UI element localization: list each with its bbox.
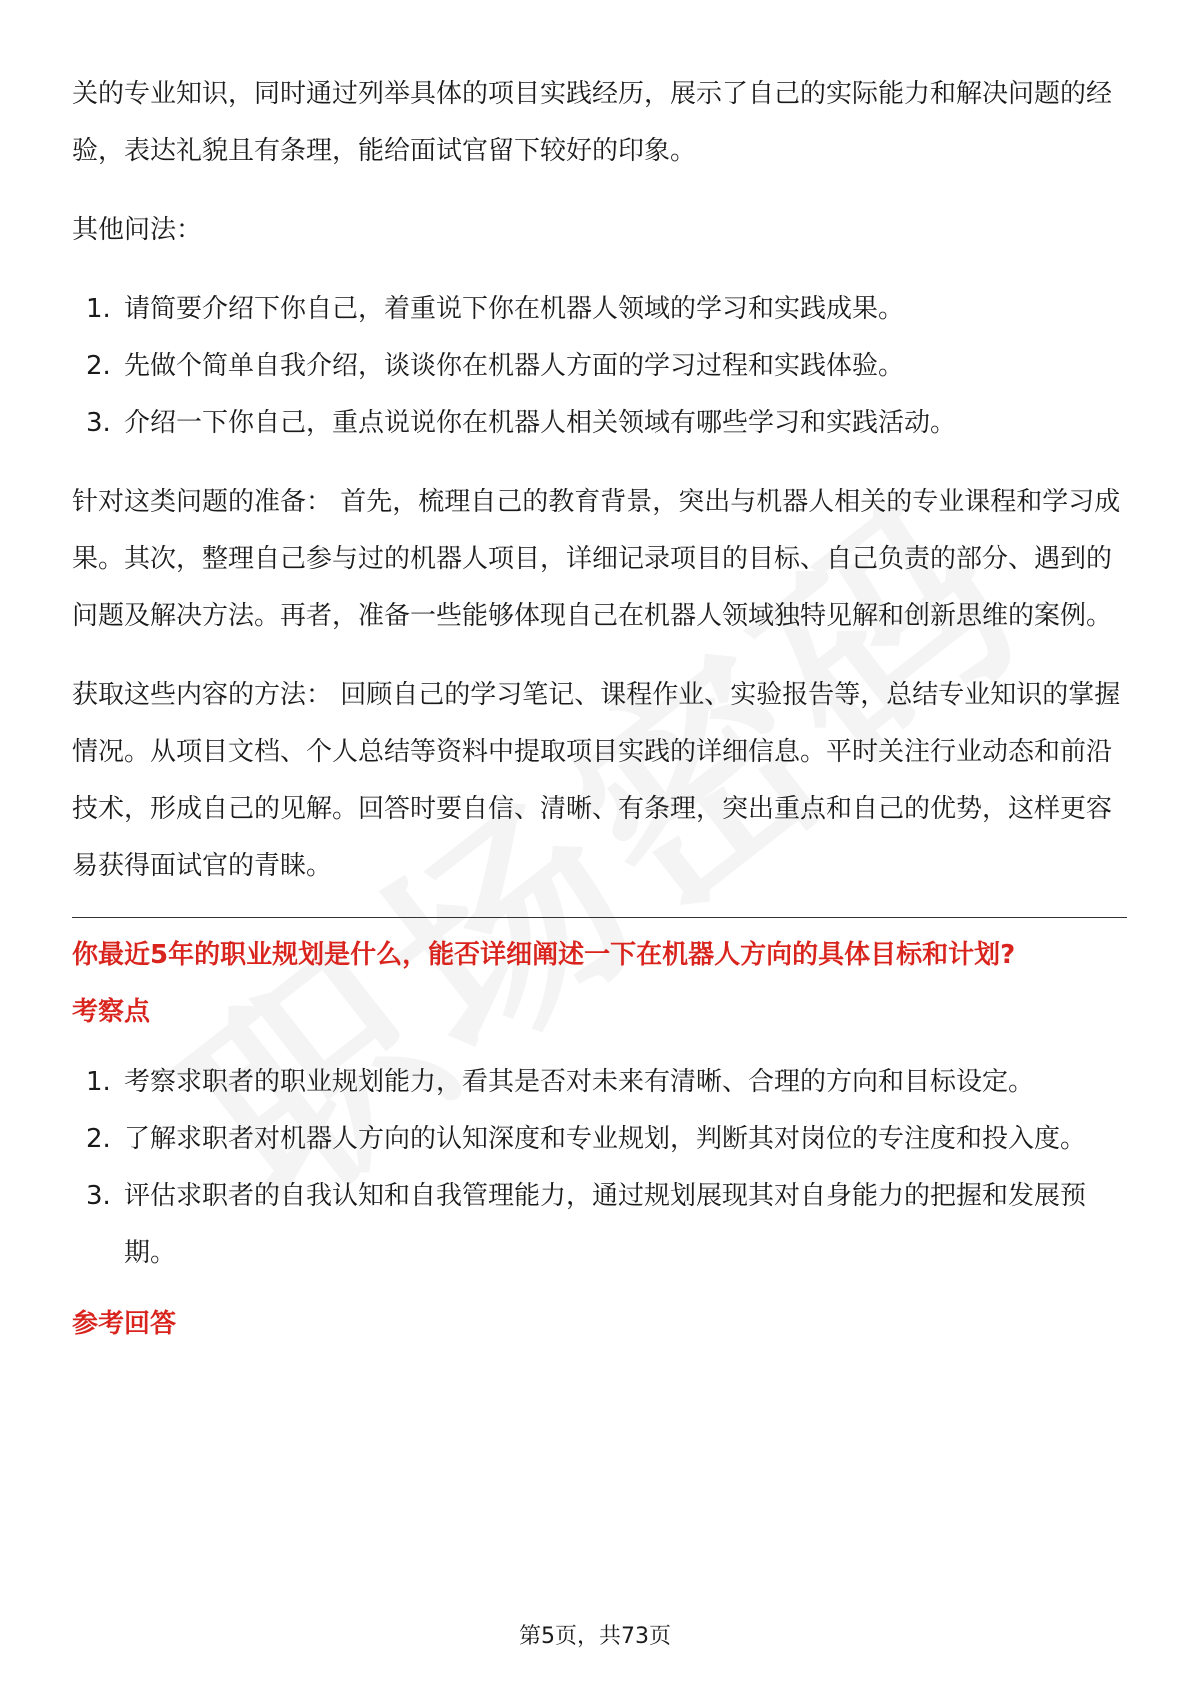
list-item: [72, 1111, 1127, 1168]
list-item-text: 评估求职者的自我认知和自我管理能力，通过规划展现其对自身能力的把握和发展预期。: [124, 1181, 1087, 1268]
list-item-text: 考察求职者的职业规划能力，看其是否对未来有清晰、合理的方向和目标设定。: [124, 1067, 1035, 1097]
list-item-number: 3.: [86, 408, 111, 438]
list-item-number: 2.: [86, 1124, 111, 1154]
list-item-text: 请简要介绍下你自己，着重说下你在机器人领域的学习和实践成果。: [124, 294, 905, 324]
list-item: [72, 338, 1127, 395]
examination-points-list: [72, 1054, 1127, 1282]
section-divider: [72, 917, 1127, 918]
other-questions-label: 其他问法：: [72, 215, 203, 245]
methods-paragraph: 获取这些内容的方法： 回顾自己的学习笔记、课程作业、实验报告等，总结专业知识的掌握情况。从项目文档、个人总结等资料中提取项目实践的详细信息。平时关注行业动态和前沿技术，形成自己的见解。回答时要自信、清晰、有条理，突出重点和自己的优势，这样更容易获得面试官的青睐。: [72, 680, 1121, 881]
list-item-text: 介绍一下你自己，重点说说你在机器人相关领域有哪些学习和实践活动。: [124, 408, 957, 438]
question-title: 你最近5年的职业规划是什么，能否详细阐述一下在机器人方向的具体目标和计划?: [72, 940, 1016, 970]
page-footer: 第5页，共73页: [519, 1624, 671, 1649]
other-questions-list: [72, 281, 1127, 452]
list-item-text: 先做个简单自我介绍，谈谈你在机器人方面的学习过程和实践体验。: [124, 351, 905, 381]
list-item: [72, 281, 1127, 338]
list-item-text: 了解求职者对机器人方向的认知深度和专业规划，判断其对岗位的专注度和投入度。: [124, 1124, 1087, 1154]
examination-label: 考察点: [72, 997, 151, 1027]
list-item: [72, 1168, 1127, 1282]
preparation-paragraph: 针对这类问题的准备： 首先，梳理自己的教育背景，突出与机器人相关的专业课程和学习成果。其次，整理自己参与过的机器人项目，详细记录项目的目标、自己负责的部分、遇到的问题及解决方法。再者，准备一些能够体现自己在机器人领域独特见解和创新思维的案例。: [72, 487, 1121, 631]
list-item-number: 1.: [86, 294, 111, 324]
intro-paragraph: 关的专业知识，同时通过列举具体的项目实践经历，展示了自己的实际能力和解决问题的经验，表达礼貌且有条理，能给面试官留下较好的印象。: [72, 79, 1113, 166]
document-page: [72, 66, 1127, 1366]
list-item-number: 1.: [86, 1067, 111, 1097]
list-item: [72, 395, 1127, 452]
list-item-number: 2.: [86, 351, 111, 381]
reference-answer-label: 参考回答: [72, 1309, 177, 1339]
list-item-number: 3.: [86, 1181, 111, 1211]
list-item: [72, 1054, 1127, 1111]
